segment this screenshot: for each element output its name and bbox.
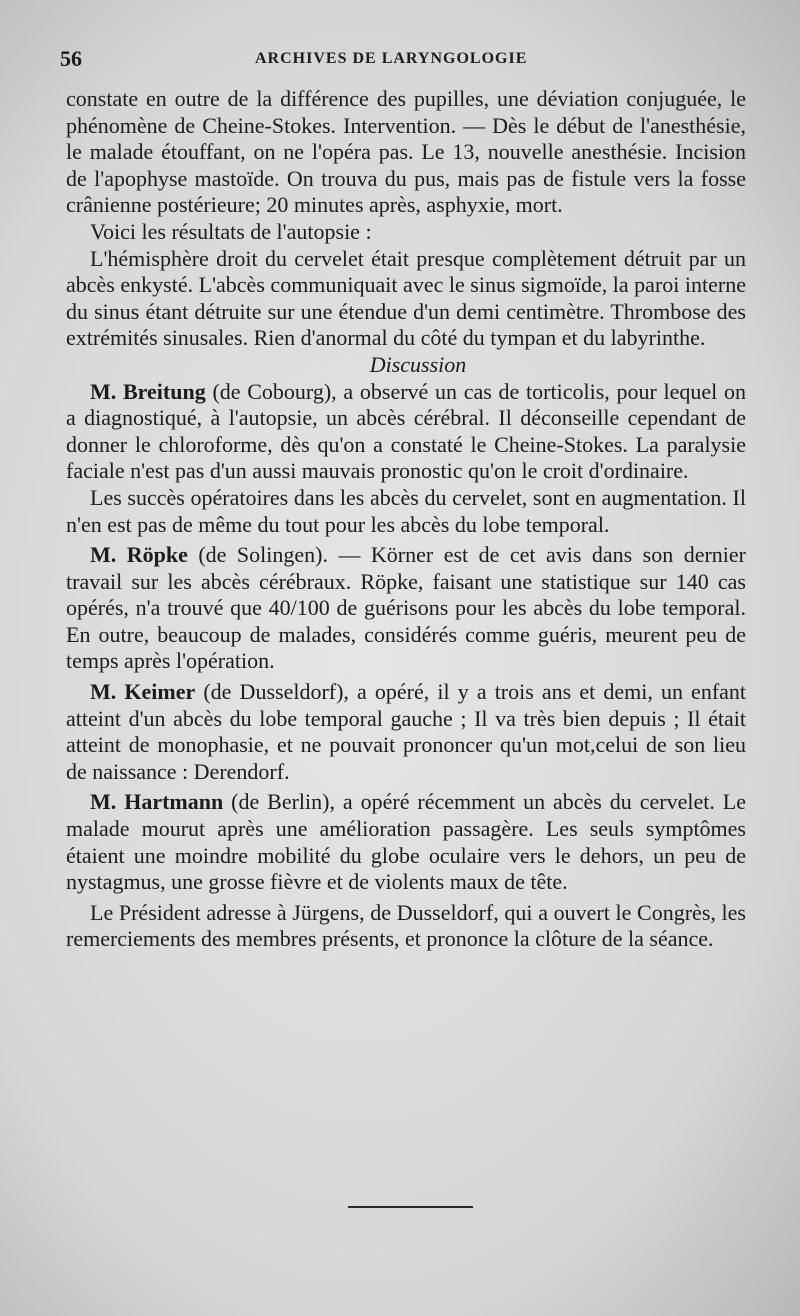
closing-rule [348,1206,473,1208]
speaker-name: M. Breitung [90,378,206,404]
paragraph-text: (de Solingen). — Körner est de cet avis dans son dernier travail sur les abcès cérébraux. Röpke, faisant une statistique sur 140 cas opérés, n'a trouvé que 40/100 de guérisons pour les abcès du lobe temporal. En outre, beaucoup de malades, considérés comme guéris, meurent peu de temps après l'opération. [66,542,747,674]
speaker-name: M. Hartmann [90,789,224,815]
paragraph-continuation: constate en outre de la différence des pupilles, une déviation conjuguée, le phénomène de Cheine-Stokes. Intervention. — Dès le début de l'anesthésie, le malade étouffant, on ne l'opéra pas. Le 13, nouvelle anesthésie. Incision de l'apophyse mastoïde. On trouva du pus, mais pas de fistule vers la fosse crânienne postérieure; 20 minutes après, asphyxie, mort. [66,86,746,218]
paragraph-autopsy-intro: Voici les résultats de l'autopsie : [90,218,372,244]
paragraph-autopsy-results: L'hémisphère droit du cervelet était presque complètement détruit par un abcès enkysté. L'abcès communiquait avec le sinus sigmoïde, la paroi interne du sinus étant détruite sur une étendue d'un demi centimètre. Thrombose des extrémités sinusales. Rien d'anormal du côté du tympan et du labyrinthe. [66,245,746,351]
paragraph-surgical-success: Les succès opératoires dans les abcès du cervelet, sont en augmentation. Il n'en est pas de même du tout pour les abcès du lobe temporal. [66,484,746,537]
paragraph-keimer [66,679,746,785]
page-header [60,46,740,76]
paragraph-closing: Le Président adresse à Jürgens, de Dusseldorf, qui a ouvert le Congrès, les remerciements des membres présents, et prononce la clôture de la séance. [66,899,746,952]
page-body [66,86,746,953]
paragraph-ropke [66,542,746,675]
page-number: 56 [60,46,82,71]
section-heading: Discussion [369,351,467,377]
speaker-name: M. Keimer [90,679,196,705]
paragraph-text: (de Dusseldorf), a opéré, il y a trois ans et demi, un enfant atteint d'un abcès du lobe temporal gauche ; Il va très bien depuis ; Il était atteint de monophasie, et ne pouvait prononcer qu'un mot,celui de son lieu de naissance : Derendorf. [66,679,747,784]
paragraph-breitung [66,379,746,485]
running-head: ARCHIVES DE LARYNGOLOGIE [255,50,528,67]
paragraph-text: (de Cobourg), a observé un cas de torticolis, pour lequel on a diagnostiqué, à l'autopsie, un abcès cérébral. Il déconseille cependant de donner le chloroforme, dès qu'on a constaté le Cheine-Stokes. La paralysie faciale n'est pas d'un aussi mauvais pronostic qu'on le croit d'ordinaire. [66,378,747,484]
paragraph-hartmann [66,789,746,895]
speaker-name: M. Röpke [90,542,188,568]
paragraph-text: (de Berlin), a opéré récemment un abcès du cervelet. Le malade mourut après une amélioration passagère. Les seuls symptômes étaient une moindre mobilité du globe oculaire vers le dehors, un peu de nystagmus, une grosse fièvre et de violents maux de tête. [66,789,746,895]
